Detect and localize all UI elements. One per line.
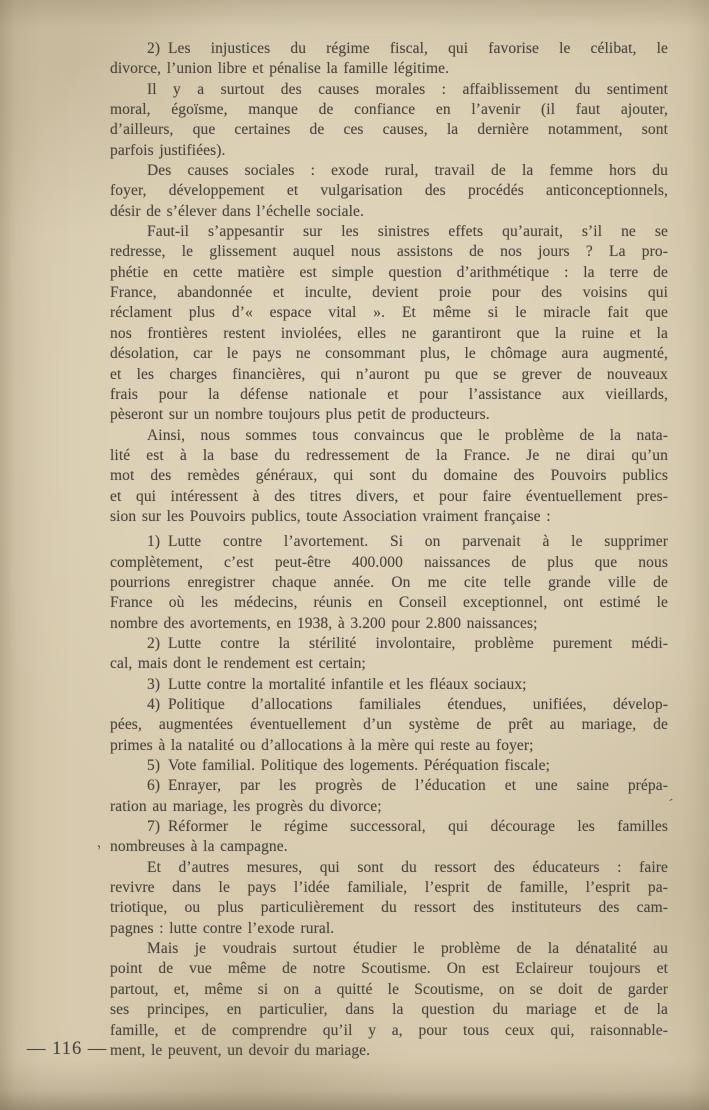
text-line: et les charges financières, qui n’auront pu que se grever de nouveaux (110, 365, 668, 383)
paragraph (110, 858, 668, 939)
paragraph (110, 532, 668, 634)
text-line: Ainsi, nous sommes tous convaincus que le problème de la nata- (147, 426, 668, 444)
paragraph (110, 695, 668, 756)
text-line: revivre dans le pays l’idée familiale, l’esprit de famille, l’esprit pa- (110, 879, 668, 897)
text-line: triotique, ou plus particulièrement du ressort des instituteurs des cam- (110, 899, 668, 917)
text-line: redresse, le glissement auquel nous assistons de nos jours ? La pro- (110, 243, 668, 261)
text-line: lité est à la base du redressement de la France. Je ne dirai qu’un (110, 446, 668, 464)
paragraph (110, 39, 668, 80)
text-line: 5) Vote familial. Politique des logements. Péréquation fiscale; (147, 757, 551, 775)
text-line: partout, et, même si on a quitté le Scoutisme, on se doit de garder (110, 980, 668, 998)
text-line: désir de s’élever dans l’échelle sociale. (110, 202, 364, 220)
paragraph (110, 817, 668, 858)
text-line: désolation, car le pays ne consommant plus, le chômage aura augmenté, (110, 345, 668, 363)
text-line: pèseront sur un nombre toujours plus petit de producteurs. (110, 406, 490, 424)
stray-ink-mark-left: , (93, 833, 103, 852)
text-line: phétie en cette matière est simple question d’arithmétique : la terre de (110, 263, 668, 281)
text-line: nos frontières restent inviolées, elles ne garantiront que la ruine et la (110, 324, 668, 342)
text-line: ment, le peuvent, un devoir du mariage. (110, 1041, 371, 1059)
text-line: 7) Réformer le régime successoral, qui décourage les familles (147, 818, 668, 836)
text-line: primes à la natalité ou d’allocations à la mère qui reste au foyer; (110, 736, 534, 754)
text-line: 3) Lutte contre la mortalité infantile et les fléaux sociaux; (147, 675, 527, 693)
text-line: pourrions enregistrer chaque année. On me cite telle grande ville de (110, 573, 668, 591)
text-line: réclament plus d’« espace vital ». Et même si le miracle fait que (110, 304, 668, 322)
paragraph (110, 161, 668, 222)
text-line: nombre des avortements, en 1938, à 3.200 pour 2.800 naissances; (110, 614, 538, 632)
text-line: famille, et de comprendre qu’il y a, pour tous ceux qui, raisonnable- (110, 1021, 668, 1039)
text-line: pées, augmentées éventuellement d’un système de prêt au mariage, de (110, 716, 668, 734)
text-line: 1) Lutte contre l’avortement. Si on parvenait à le supprimer (147, 533, 668, 551)
paragraph (110, 675, 668, 695)
text-line: Mais je voudrais surtout étudier le problème de la dénatalité au (147, 940, 668, 958)
stray-ink-mark-right: ´ (665, 796, 674, 815)
text-line: Il y a surtout des causes morales : affaiblissement du sentiment (147, 80, 668, 98)
text-line: 2) Les injustices du régime fiscal, qui favorise le célibat, le (147, 40, 668, 57)
paragraph (110, 222, 668, 425)
paragraph (110, 756, 668, 776)
text-line: Et d’autres mesures, qui sont du ressort des éducateurs : faire (147, 858, 668, 876)
text-line: France où les médecins, réunis en Conseil exceptionnel, ont estimé le (110, 594, 668, 612)
text-line: sion sur les Pouvoirs publics, toute Association vraiment française : (110, 507, 551, 525)
paragraph (110, 939, 668, 1061)
paragraph (110, 634, 668, 675)
paragraph (110, 776, 668, 817)
text-line: nombreuses à la campagne. (110, 838, 288, 856)
text-line: Faut-il s’appesantir sur les sinistres effets qu’aurait, s’il ne se (147, 223, 668, 241)
text-line: pagnes : lutte contre l’exode rural. (110, 919, 335, 937)
text-line: 4) Politique d’allocations familiales étendues, unifiées, dévelop- (147, 696, 668, 713)
text-line: foyer, développement et vulgarisation des procédés anticonceptionnels, (110, 182, 668, 200)
text-line: 2) Lutte contre la stérilité involontaire, problème purement médi- (147, 634, 668, 652)
text-line: mot des remèdes généraux, qui sont du domaine des Pouvoirs publics (110, 467, 668, 485)
text-line: France, abandonnée et inculte, devient proie pour des voisins qui (110, 284, 668, 302)
page-text-block (110, 39, 668, 1061)
text-line: 6) Enrayer, par les progrès de l’éducation et une saine prépa- (147, 777, 668, 795)
text-line: ration au mariage, les progrès du divorce; (110, 797, 382, 815)
text-line: d’ailleurs, que certaines de ces causes, la dernière notamment, sont (110, 121, 668, 139)
text-line: cal, mais dont le rendement est certain; (110, 655, 366, 673)
text-line: complètement, c’est peut-être 400.000 naissances de plus que nous (110, 553, 668, 571)
paragraph (110, 426, 668, 528)
text-line: moral, égoïsme, manque de confiance en l’avenir (il faut ajouter, (110, 101, 668, 119)
text-line: Des causes sociales : exode rural, travail de la femme hors du (147, 162, 668, 180)
paragraph (110, 80, 668, 161)
text-line: et qui intéressent à des titres divers, et pour faire éventuellement pres- (110, 487, 668, 505)
text-line: parfois justifiées). (110, 141, 226, 159)
text-line: point de vue même de notre Scoutisme. On est Eclaireur toujours et (110, 960, 668, 978)
text-line: ses principes, en particulier, dans la question du mariage et de la (110, 1001, 668, 1019)
text-line: divorce, l’union libre et pénalise la famille légitime. (110, 60, 450, 78)
page-number: — 116 — (27, 1039, 108, 1059)
text-line: frais pour la défense nationale et pour l’assistance aux vieillards, (110, 385, 668, 403)
